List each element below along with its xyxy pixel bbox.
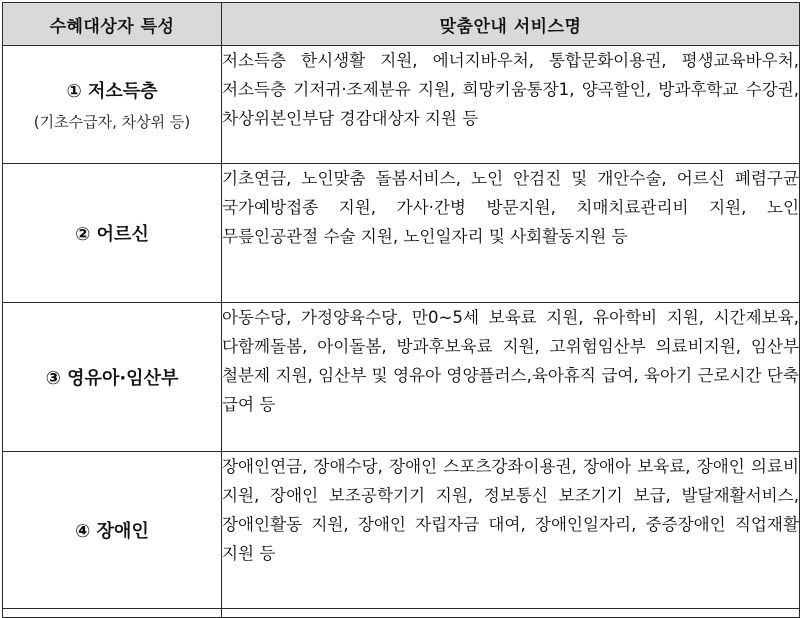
services-cell: 아동수당, 가정양육수당, 만0~5세 보육료 지원, 유아학비 지원, 시간제보육, 다함께돌봄, 아이돌봄, 방과후보육료 지원, 고위험임산부 의료비지원, 임산부 철분제 지원, 임산부 및 영유아 영양플러스,육아휴직 급여, 육아기 근로시간 단축 급여 등 [222, 303, 800, 452]
category-title: ④ 장애인 [75, 521, 149, 542]
service-table [2, 2, 800, 618]
empty-cell [3, 609, 222, 618]
category-cell [3, 303, 222, 452]
category-cell [3, 452, 222, 609]
header-service-names: 맞춤안내 서비스명 [222, 3, 800, 46]
category-title: ② 어르신 [75, 224, 149, 245]
category-title: ③ 영유아·임산부 [45, 368, 179, 389]
table-row [3, 164, 800, 303]
table-header-row [3, 3, 800, 46]
category-cell [3, 164, 222, 303]
category-cell [3, 46, 222, 164]
table-row-partial [3, 609, 800, 618]
services-cell: 기초연금, 노인맞춤 돌봄서비스, 노인 안검진 및 개안수술, 어르신 폐렴구균 국가예방접종 지원, 가사·간병 방문지원, 치매치료관리비 지원, 노인 무릎인공관절 수술 지원, 노인일자리 및 사회활동지원 등 [222, 164, 800, 303]
category-subtitle: (기초수급자, 차상위 등) [33, 113, 191, 131]
header-target-characteristics: 수혜대상자 특성 [3, 3, 222, 46]
empty-cell [222, 609, 800, 618]
services-cell: 저소득층 한시생활 지원, 에너지바우처, 통합문화이용권, 평생교육바우처, 저소득층 기저귀·조제분유 지원, 희망키움통장1, 양곡할인, 방과후학교 수강권, 차상위본인부담 경감대상자 지원 등 [222, 46, 800, 164]
table-row [3, 452, 800, 609]
table-row [3, 303, 800, 452]
table-row [3, 46, 800, 164]
category-title: ① 저소득층 [66, 81, 158, 102]
services-cell: 장애인연금, 장애수당, 장애인 스포츠강좌이용권, 장애아 보육료, 장애인 의료비 지원, 장애인 보조공학기기 지원, 정보통신 보조기기 보급, 발달재활서비스, 장애인활동 지원, 장애인 자립자금 대여, 장애인일자리, 중증장애인 직업재활 지원 등 [222, 452, 800, 609]
